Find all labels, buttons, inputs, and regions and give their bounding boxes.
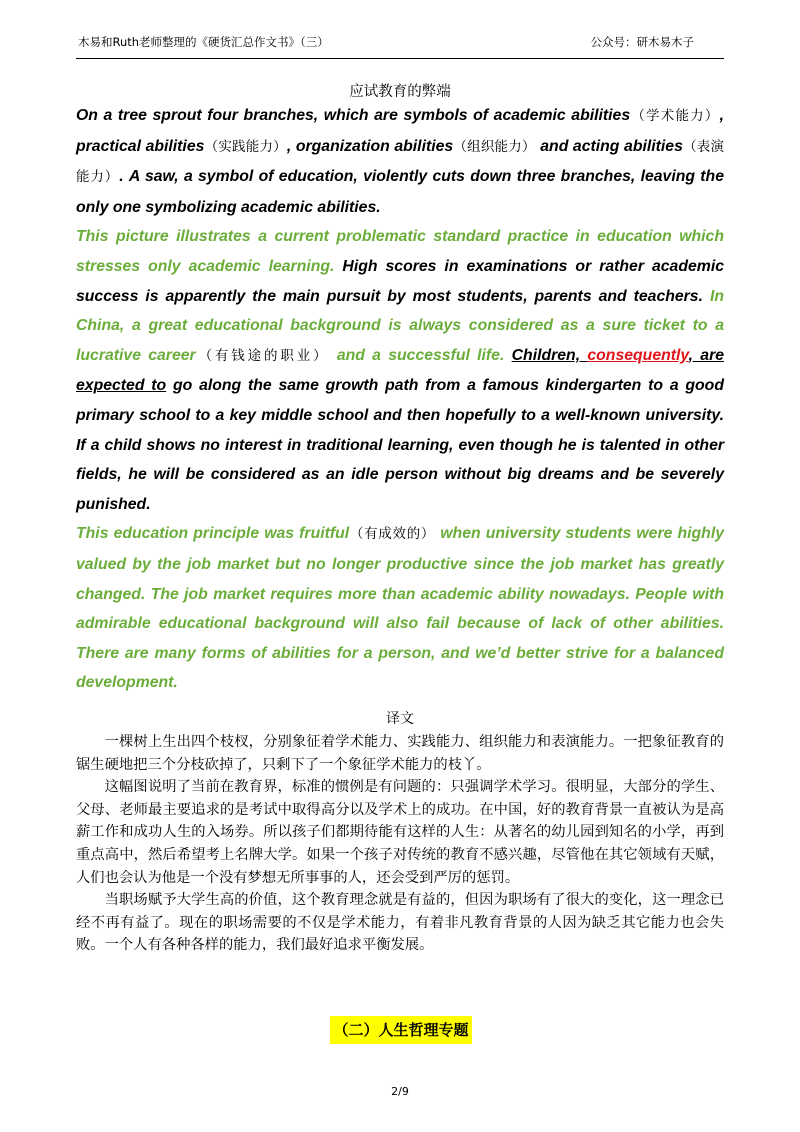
translation-paragraph: 一棵树上生出四个枝杈，分别象征着学术能力、实践能力、组织能力和表演能力。一把象征教育的锯生硬地把三个分枝砍掉了，只剩下了一个象征学术能力的枝丫。 bbox=[76, 734, 724, 773]
chinese-gloss: （有成效的） bbox=[349, 526, 436, 543]
essay-title: 应试教育的弊端 bbox=[349, 84, 451, 100]
chinese-gloss: （学术能力） bbox=[630, 108, 720, 124]
green-sentence: when university students were highly valued by the job market but no longer productive since the job market has greatly changed. The job market requires more than academic ability nowadays. People with admirable educational background will also fail because of lack of other abilities. There are many forms of abilities for a person, and we’d better strive for a balanced development. bbox=[76, 525, 724, 692]
english-text: and acting abilities bbox=[535, 137, 683, 155]
header-right-text: 公众号：研木易木子 bbox=[590, 35, 694, 49]
section-heading: （二）人生哲理专题 bbox=[330, 1016, 472, 1044]
green-sentence: This picture illustrates a current problematic standard practice in education which stresses only academic learning. bbox=[76, 228, 724, 275]
page-number: 2/9 bbox=[391, 1085, 409, 1098]
underlined-phrase: , are expected to bbox=[76, 346, 724, 395]
english-text: go along the same growth path from a famous kindergarten to a good primary school to a key middle school and then hopefully to a well-known university. If a child shows no interest in traditional learning, even though he is talented in other fields, he will be considered as an idle person without big dreams and be severely punished. bbox=[76, 377, 724, 513]
english-paragraph-1 bbox=[76, 101, 724, 222]
chinese-gloss: （表演能力） bbox=[76, 138, 725, 186]
green-sentence: In China, a great educational background is always considered as a sure ticket to a lucrative career bbox=[76, 287, 724, 364]
english-text: On a tree sprout four branches, which are symbols of academic abilities bbox=[76, 107, 631, 124]
english-paragraph-3 bbox=[76, 519, 724, 698]
green-sentence: This education principle was fruitful bbox=[76, 525, 350, 543]
header-divider bbox=[76, 58, 724, 59]
english-text: . A saw, a symbol of education, violently cuts down three branches, leaving the only one symbolizing academic abilities. bbox=[76, 168, 724, 216]
green-sentence: and a successful life. bbox=[329, 346, 505, 364]
english-text: , practical abilities bbox=[76, 107, 724, 155]
translation-paragraph: 当职场赋予大学生高的价值，这个教育理念就是有益的，但因为职场有了很大的变化，这一理念已经不再有益了。现在的职场需要的不仅是学术能力，有着非凡教育背景的人因为缺乏其它能力也会失败。一个人有各种各样的能力，我们最好追求平衡发展。 bbox=[76, 892, 724, 954]
translation-body bbox=[76, 731, 724, 957]
english-paragraph-2 bbox=[76, 222, 724, 519]
translation-title: 译文 bbox=[386, 711, 414, 727]
header-left-text: 木易和Ruth老师整理的《硬货汇总作文书》（三） bbox=[78, 35, 329, 49]
underlined-phrase: Children, bbox=[511, 346, 588, 364]
english-essay bbox=[76, 101, 724, 698]
english-text: High scores in examinations or rather academic success is apparently the main pursuit by most students, parents and teachers. bbox=[76, 257, 724, 305]
translation-paragraph: 这幅图说明了当前在教育界，标准的惯例是有问题的：只强调学术学习。很明显，大部分的学生、父母、老师最主要追求的是考试中取得高分以及学术上的成功。在中国，好的教育背景一直被认为是高薪工作和成功人生的入场券。所以孩子们都期待能有这样的人生：从著名的幼儿园到知名的小学，再到重点高中，然后希望考上名牌大学。如果一个孩子对传统的教育不感兴趣，尽管他在其它领域有天赋，人们也会认为他是一个没有梦想无所事事的人，还会受到严厉的惩罚。 bbox=[76, 779, 724, 886]
chinese-gloss: （实践能力） bbox=[204, 138, 287, 155]
english-text bbox=[504, 347, 511, 364]
chinese-gloss: （有钱途的职业） bbox=[195, 347, 330, 364]
chinese-gloss: （组织能力） bbox=[453, 138, 536, 155]
english-text: , organization abilities bbox=[286, 137, 454, 155]
red-underlined-word: consequently bbox=[587, 346, 689, 364]
